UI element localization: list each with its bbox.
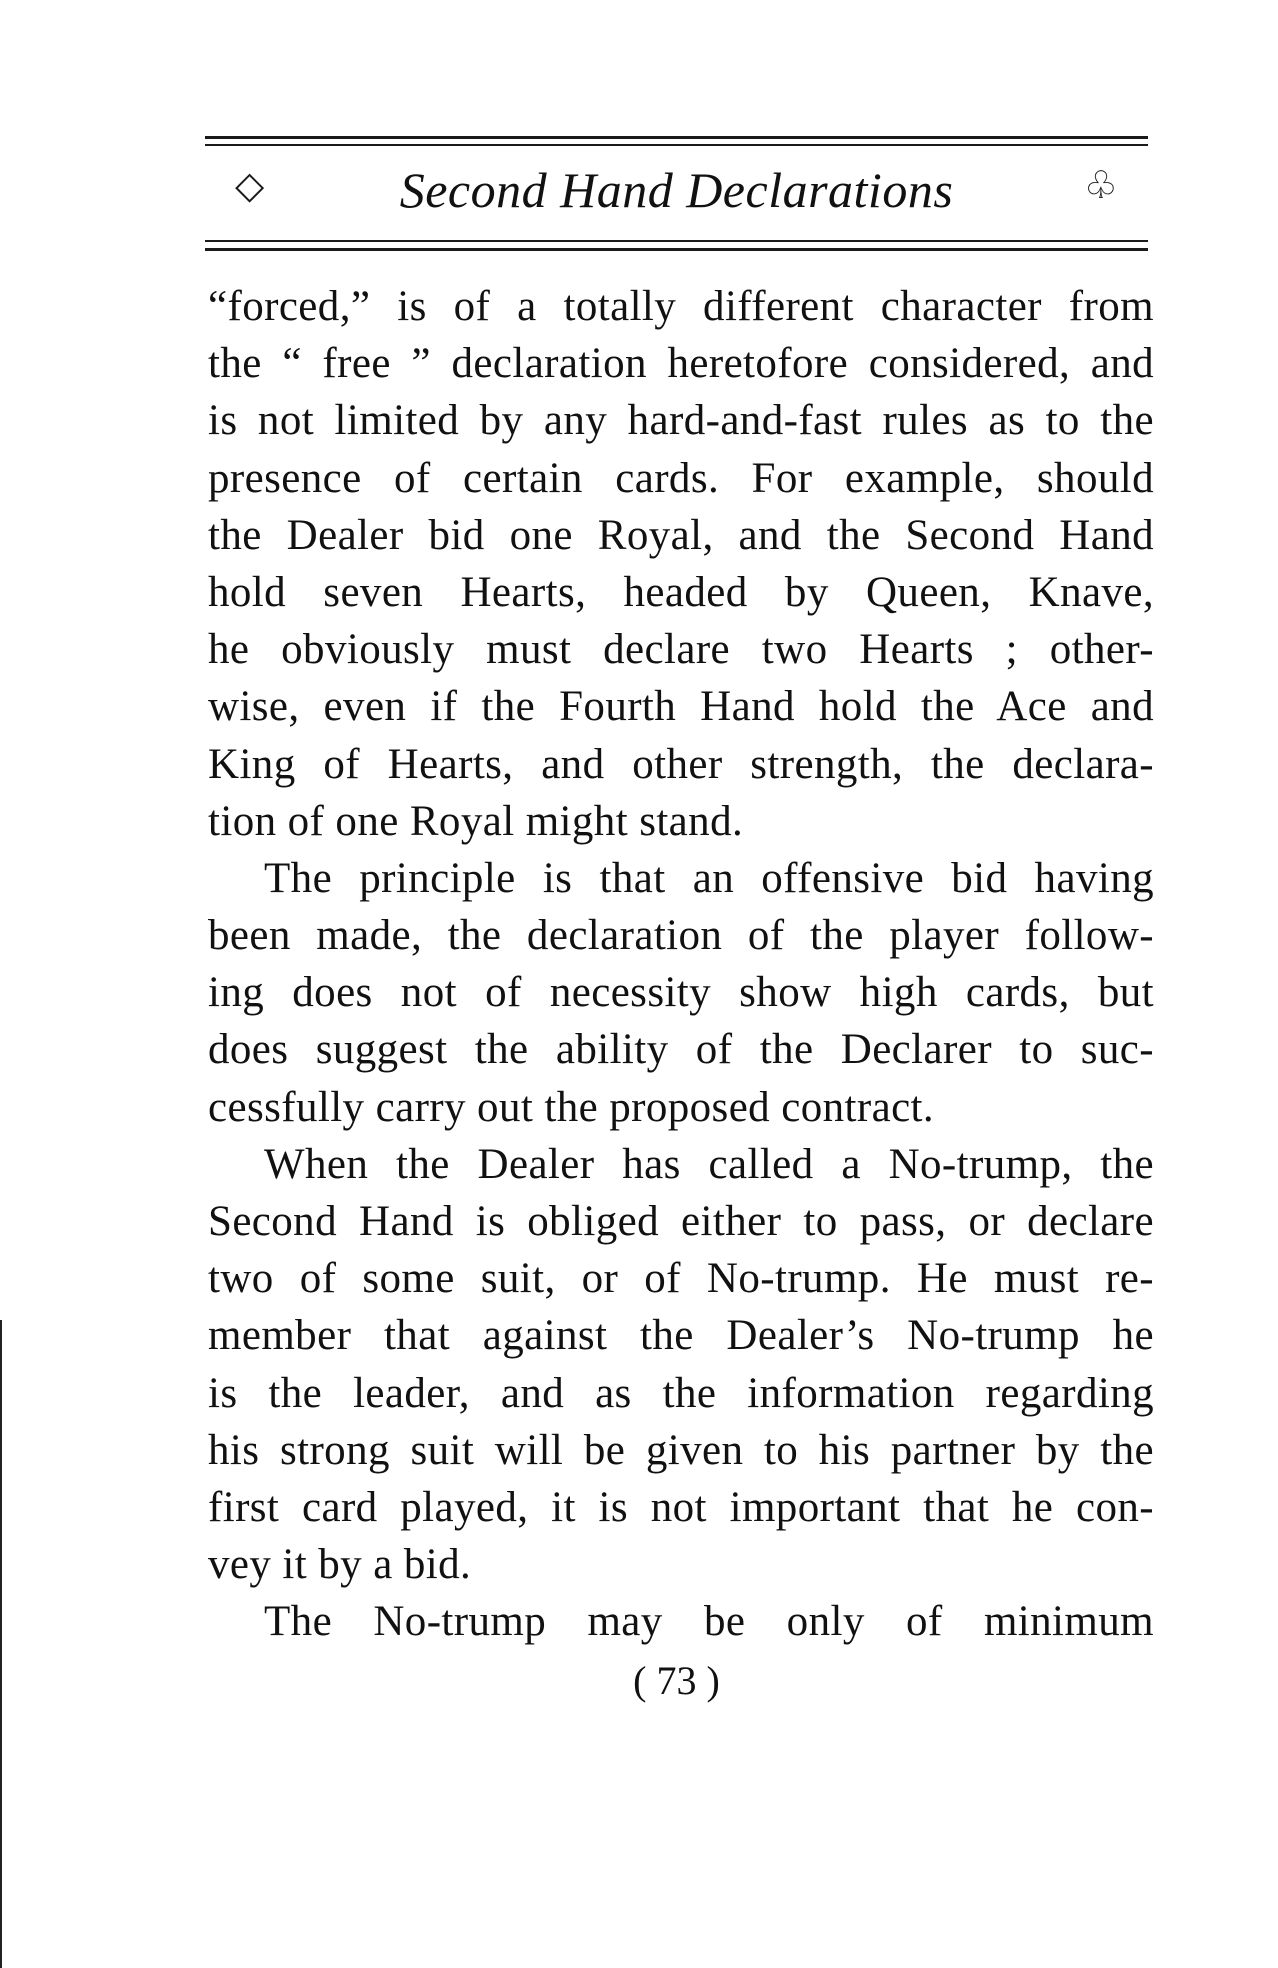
text-line: is the leader, and as the information regarding [208, 1369, 1154, 1417]
text-line: does suggest the ability of the Declarer to suc- [208, 1026, 1154, 1074]
text-line: Second Hand is obliged either to pass, or declare [208, 1198, 1154, 1245]
diamond-icon: ◇ [235, 163, 265, 207]
text-line: is not limited by any hard-and-fast rules as to the [208, 397, 1154, 445]
text-line: vey it by a bid. [208, 1541, 472, 1589]
header-rule-bottom-2 [205, 248, 1148, 251]
text-line: The principle is that an offensive bid having [264, 854, 1154, 902]
text-line: The No-trump may be only of minimum [264, 1598, 1154, 1646]
page-title: Second Hand Declarations [399, 162, 954, 218]
text-line: “forced,” is of a totally different character from [208, 283, 1154, 330]
header-rule-top-2 [205, 144, 1148, 146]
text-line: member that against the Dealer’s No-trump he [208, 1312, 1154, 1360]
text-line: been made, the declaration of the player follow- [208, 912, 1154, 960]
text-line: his strong suit will be given to his partner by the [208, 1426, 1154, 1474]
running-head [205, 160, 1148, 230]
text-line: King of Hearts, and other strength, the declara- [208, 740, 1154, 788]
text-line: the Dealer bid one Royal, and the Second Hand [208, 511, 1154, 559]
scan-edge-line [0, 1320, 2, 1968]
text-line: hold seven Hearts, headed by Queen, Knave, [208, 568, 1154, 616]
text-line: tion of one Royal might stand. [208, 797, 744, 845]
text-line: two of some suit, or of No-trump. He must re- [208, 1255, 1154, 1303]
page-number: ( 73 ) [633, 1658, 720, 1703]
text-line: ing does not of necessity show high cards, but [208, 969, 1154, 1017]
text-line: When the Dealer has called a No-trump, the [264, 1140, 1154, 1188]
text-line: cessfully carry out the proposed contract. [208, 1083, 935, 1131]
header-rule-bottom-1 [205, 240, 1148, 242]
header-rule-top-1 [205, 136, 1148, 139]
text-line: he obviously must declare two Hearts ; other- [208, 626, 1154, 674]
body-text [208, 278, 1154, 1651]
text-line: the “ free ” declaration heretofore considered, and [208, 340, 1154, 388]
text-line: presence of certain cards. For example, should [208, 454, 1154, 502]
text-line: first card played, it is not important that he con- [208, 1483, 1154, 1531]
text-line: wise, even if the Fourth Hand hold the Ace and [208, 683, 1154, 731]
club-icon: ♧ [1083, 163, 1118, 207]
